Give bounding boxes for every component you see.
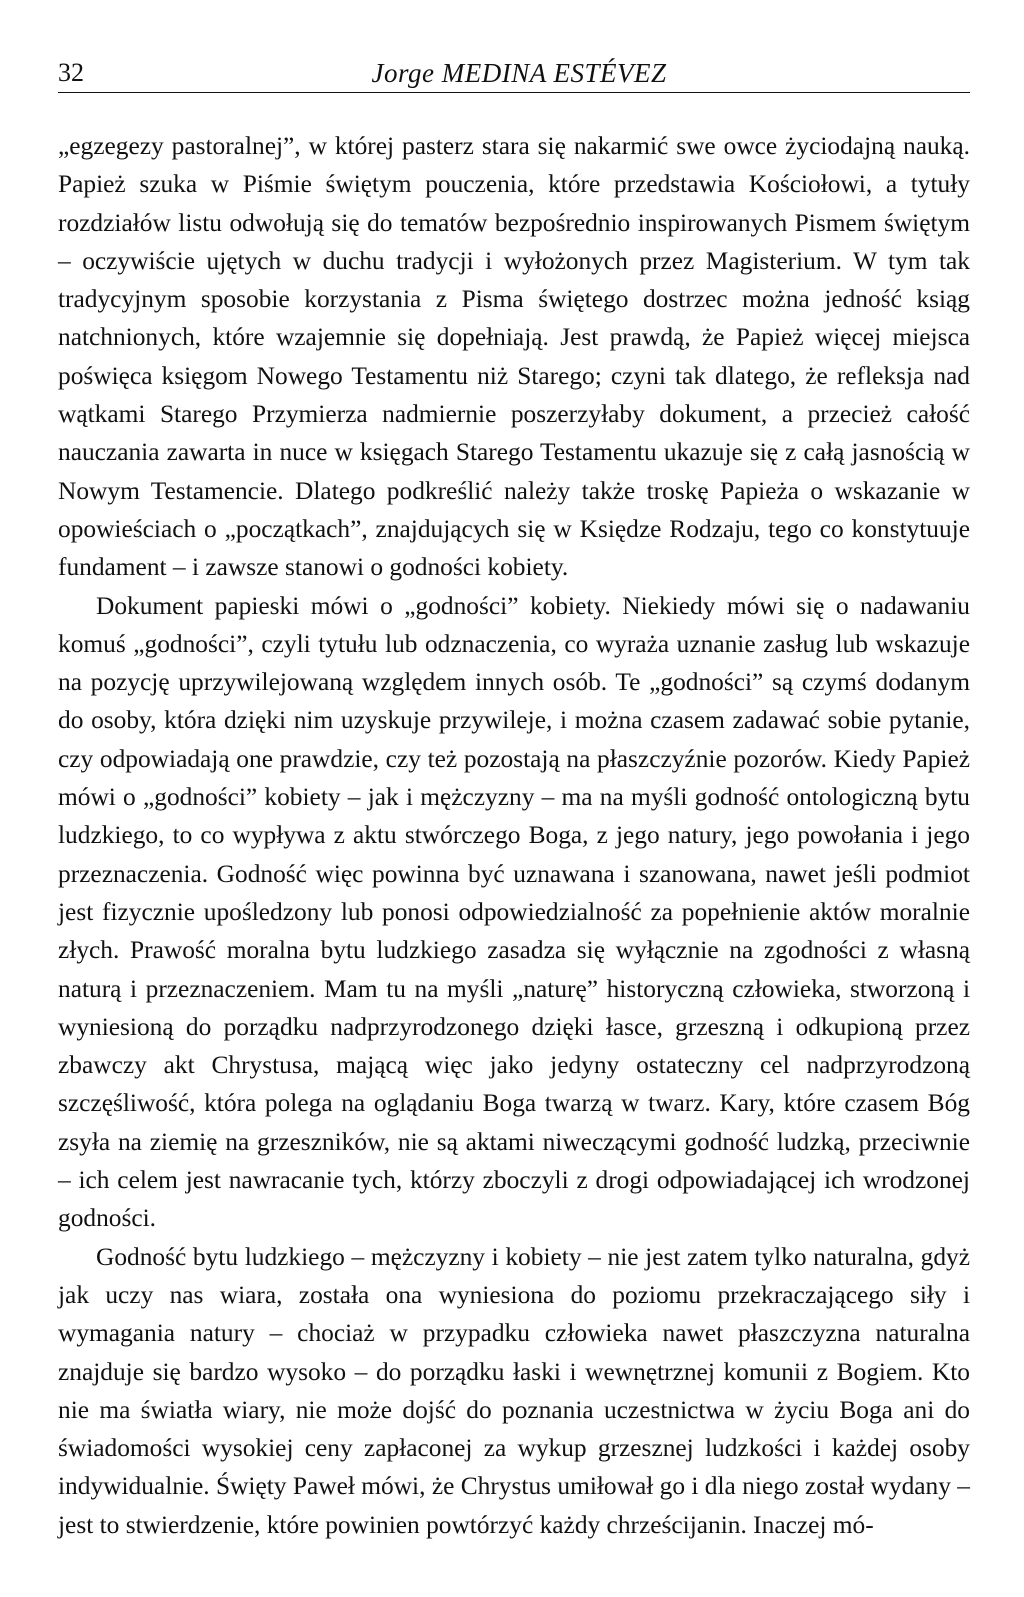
page-number: 32 xyxy=(58,58,84,87)
book-page xyxy=(58,52,970,1544)
running-header xyxy=(58,52,970,93)
paragraph: Dokument papieski mówi o „godności” kobiety. Niekiedy mówi się o nadawaniu komuś „godności”, czyli tytułu lub odznaczenia, co wyraża uznanie zasług lub wskazuje na pozycję uprzywilejowaną względem innych osób. Te „godności” są czymś dodanym do osoby, która dzięki nim uzyskuje przywileje, i można czasem zadawać sobie pytanie, czy odpowiadają one prawdzie, czy też pozostają na płaszczyźnie pozorów. Kiedy Papież mówi o „godności” kobiety – jak i mężczyzny – ma na myśli godność ontologiczną bytu ludzkiego, to co wypływa z aktu stwórczego Boga, z jego natury, jego powołania i jego przeznaczenia. Godność więc powinna być uznawana i szanowana, nawet jeśli podmiot jest fizycznie upośledzony lub ponosi odpowiedzialność za popełnienie aktów moralnie złych. Prawość moralna bytu ludzkiego zasadza się wyłącznie na zgodności z własną naturą i przeznaczeniem. Mam tu na myśli „naturę” historyczną człowieka, stworzoną i wyniesioną do porządku nadprzyrodzonego dzięki łasce, grzeszną i odkupioną przez zbawczy akt Chrystusa, mającą więc jako jedyny ostateczny cel nadprzyrodzoną szczęśliwość, która polega na oglądaniu Boga twarzą w twarz. Kary, które czasem Bóg zsyła na ziemię na grzeszników, nie są aktami niweczącymi godność ludzką, przeciwnie – ich celem jest nawracanie tych, którzy zboczyli z drogi odpowiadającej ich wrodzonej godności. xyxy=(58,591,970,1233)
body-text xyxy=(58,127,970,1544)
paragraph-continued: „egzegezy pastoralnej”, w której pasterz stara się nakarmić swe owce życiodajną nauką. Papież szuka w Piśmie świętym pouczenia, które przedstawia Kościołowi, a tytuły rozdziałów listu odwołują się do tematów bezpośrednio inspirowanych Pismem świętym – oczywiście ujętych w duchu tradycji i wyłożonych przez Magisterium. W tym tak tradycyjnym sposobie korzystania z Pisma świętego dostrzec można jedność ksiąg natchnionych, które wzajemnie się dopełniają. Jest prawdą, że Papież więcej miejsca poświęca księgom Nowego Testamentu niż Starego; czyni tak dlatego, że refleksja nad wątkami Starego Przymierza nadmiernie poszerzyłaby dokument, a przecież całość nauczania zawarta in nuce w księgach Starego Testamentu ukazuje się z całą jasnością w Nowym Testamencie. Dlatego podkreślić należy także troskę Papieża o wskazanie w opowieściach o „początkach”, znajdujących się w Księdze Rodzaju, tego co konstytuuje fundament – i zawsze stanowi o godności kobiety. xyxy=(58,132,970,582)
paragraph: Godność bytu ludzkiego – mężczyzny i kobiety – nie jest zatem tylko naturalna, gdyż jak uczy nas wiara, została ona wyniesiona do poziomu przekraczającego siły i wymagania natury – chociaż w przypadku człowieka nawet płaszczyzna naturalna znajduje się bardzo wysoko – do porządku łaski i wewnętrznej komunii z Bogiem. Kto nie ma światła wiary, nie może dojść do poznania uczestnictwa w życiu Boga ani do świadomości wysokiej ceny zapłaconej za wykup grzesznej ludzkości i każdej osoby indywidualnie. Święty Paweł mówi, że Chrystus umiłował go i dla niego został wydany – jest to stwierdzenie, które powinien powtórzyć każdy chrześcijanin. Inaczej mó- xyxy=(58,1242,970,1539)
running-title: Jorge MEDINA ESTÉVEZ xyxy=(371,58,667,88)
